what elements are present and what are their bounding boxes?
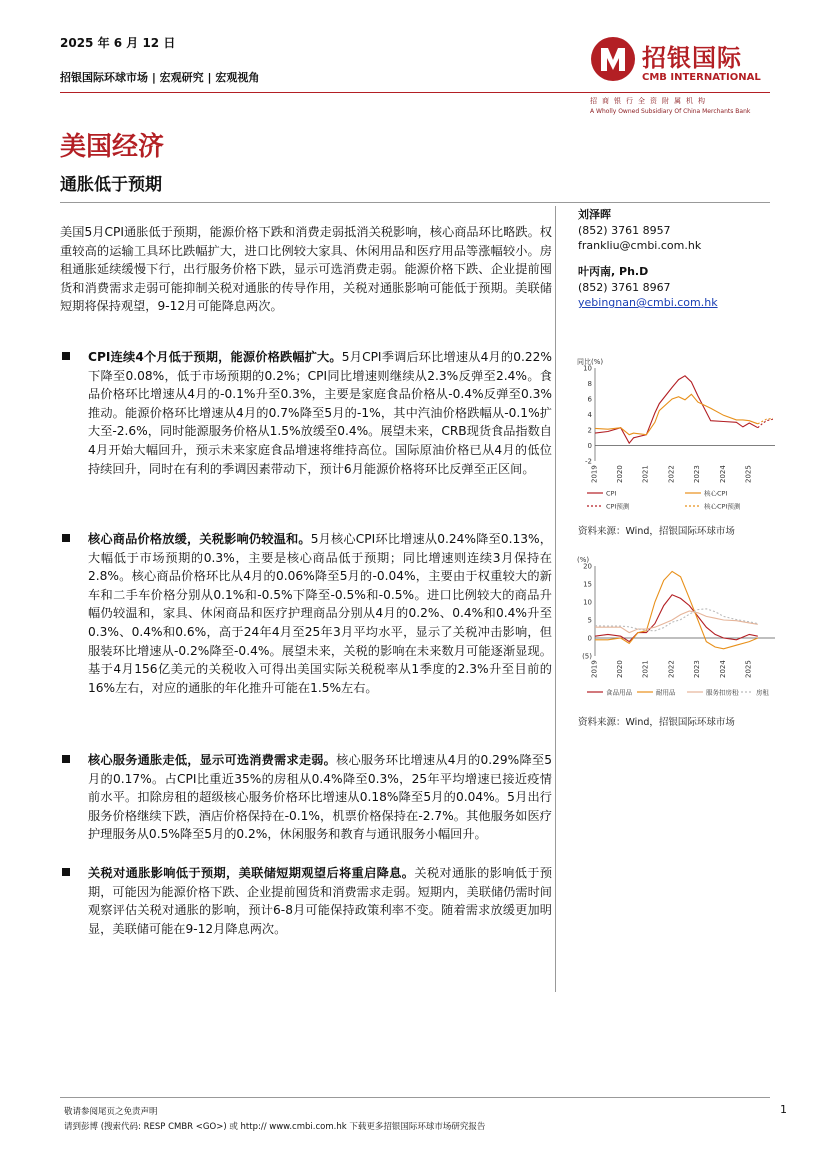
bullet-text: 5月CPI季调后环比增速从4月的0.22%下降至0.08%，低于市场预期的0.2%；CPI同比增速则继续从2.3%反弹至2.4%。食品价格环比增速从4月的-0.1%升至0.3%，主要是家庭食品价格从-0.4%反弹至0.3%推动。能源价格环比增速从4月的0.7%降至5月的-1%，其中汽油价格跌幅从-0.1%扩大至-2.6%，同时能源服务价格从1.5%放缓至0.4%。展望未来，CRB现货食品指数自4月开始大幅回升，预示未来家庭食品增速将维持高位。国际原油价格已从4月的低位持续回升，同时在有利的季调因素带动下，预计6月能源价格将环比反弹至正区间。: [88, 350, 552, 476]
bullet-square-icon: [62, 352, 70, 360]
legend-label: 耐用品: [656, 688, 676, 697]
bullet-heading: CPI连续4个月低于预期，能源价格跌幅扩大。: [88, 350, 342, 364]
bullet-heading: 核心服务通胀走低，显示可选消费需求走弱。: [88, 753, 337, 767]
analyst-block: [578, 264, 778, 311]
series-line: [595, 571, 758, 648]
cmbi-logo: [586, 34, 776, 118]
x-tick-label: 2020: [616, 465, 624, 483]
legend-label: CPI预测: [606, 502, 630, 511]
footer-reference: 请到彭博 (搜索代码: RESP CMBR <GO>) 或 http:// www.cmbi.com.hk 下载更多招银国际环球市场研究报告: [64, 1122, 486, 1132]
logo-subtitle-cn: 招商银行全资附属机构: [590, 97, 710, 105]
report-date: 2025 年 6 月 12 日: [60, 36, 176, 50]
y-tick-label: 5: [587, 616, 592, 625]
x-tick-label: 2019: [590, 465, 599, 483]
y-tick-label: 20: [583, 562, 592, 571]
logo-english-name: CMB INTERNATIONAL: [642, 72, 761, 83]
x-tick-label: 2022: [667, 465, 676, 483]
y-axis-label: (%): [577, 556, 590, 564]
chart-source: 资料来源：Wind，招银国际环球市场: [578, 526, 735, 537]
x-tick-label: 2025: [744, 660, 753, 678]
bullet-square-icon: [62, 534, 70, 542]
bullet-section: [60, 348, 552, 478]
x-tick-label: 2024: [718, 660, 727, 678]
logo-chinese-name: 招银国际: [642, 43, 742, 72]
legend-label: 服务扣房租: [706, 688, 739, 697]
y-tick-label: 8: [587, 380, 592, 388]
logo-subtitle-en: A Wholly Owned Subsidiary Of China Merchants Bank: [590, 108, 751, 115]
analyst-email-link[interactable]: yebingnan@cmbi.com.hk: [578, 296, 718, 309]
legend-label: CPI: [606, 489, 617, 498]
column-divider: [555, 206, 556, 992]
analyst-block: [578, 207, 778, 254]
bullet-heading: 关税对通胀影响低于预期，美联储短期观望后将重启降息。: [88, 866, 415, 880]
report-subtitle: 通胀低于预期: [60, 175, 162, 195]
analyst-phone: (852) 3761 8957: [578, 223, 671, 237]
chart-components-svg: [575, 552, 780, 704]
bullet-text: 核心服务环比增速从4月的0.29%降至5月的0.17%。占CPI比重近35%的房租从0.4%降至0.3%，25年平均增速已接近疫情前水平。扣除房租的超级核心服务价格环比增速从0.18%降至5月的0.04%。5月出行服务价格继续下跌，酒店价格保持在-0.1%，机票价格保持在-2.7%。其他服务如医疗护理服务从0.5%降至5月的0.2%，休闲服务和教育与通讯服务小幅回升。: [88, 753, 553, 842]
x-tick-label: 2024: [718, 465, 727, 483]
chart-components: [575, 552, 780, 704]
chart-cpi-svg: [575, 352, 780, 520]
legend-label: 核心CPI: [704, 489, 728, 498]
y-tick-label: 2: [587, 426, 592, 435]
series-line: [595, 595, 758, 642]
legend-label: 食品用品: [606, 688, 632, 697]
analyst-name: 叶丙南, Ph.D: [578, 265, 649, 278]
chart-source: 资料来源：Wind，招银国际环球市场: [578, 717, 735, 728]
bullet-section: [60, 751, 552, 844]
analyst-name: 刘泽晖: [578, 208, 611, 221]
y-tick-label: 15: [583, 580, 592, 589]
y-tick-label: 0: [587, 634, 592, 643]
x-tick-label: 2021: [641, 465, 650, 483]
x-tick-label: 2023: [693, 465, 702, 483]
report-category: 招银国际环球市场 | 宏观研究 | 宏观视角: [60, 71, 260, 84]
forecast-line: [758, 418, 773, 423]
footer-divider: [60, 1097, 770, 1098]
series-line: [595, 611, 758, 633]
footer-disclaimer[interactable]: 敬请参阅尾页之免责声明: [64, 1107, 158, 1117]
bullet-square-icon: [62, 755, 70, 763]
x-tick-label: 2020: [616, 660, 624, 678]
legend-label: 核心CPI预测: [704, 502, 741, 511]
analyst-email[interactable]: frankliu@cmbi.com.hk: [578, 239, 702, 252]
x-tick-label: 2023: [693, 660, 702, 678]
title-divider: [60, 202, 770, 203]
bullet-section: [60, 530, 552, 697]
y-axis-label: 同比(%): [577, 358, 604, 366]
forecast-line: [758, 419, 773, 428]
y-tick-label: 4: [587, 411, 592, 419]
x-tick-label: 2019: [590, 660, 599, 678]
y-tick-label: 10: [583, 364, 592, 373]
bullet-section: [60, 864, 552, 938]
analyst-phone: (852) 3761 8967: [578, 280, 671, 294]
y-tick-label: 6: [587, 395, 592, 404]
series-line: [595, 376, 758, 443]
chart-cpi: [575, 352, 780, 520]
intro-paragraph: 美国5月CPI通胀低于预期，能源价格下跌和消费走弱抵消关税影响，核心商品环比略跌。权重较高的运输工具环比跌幅扩大，进口比例较大家具、休闲用品和医疗用品等涨幅较小。房租通胀延续缓慢下行，出行服务价格下跌，显示可选消费走弱。能源价格下跌、企业提前囤货和消费需求走弱可能抑制关税对通胀的传导作用，关税对通胀影响可能低于预期。美联储短期将保持观望，9-12月可能降息两次。: [60, 225, 552, 314]
bullet-text: 5月核心CPI环比增速从0.24%降至0.13%，大幅低于市场预期的0.3%，主要是核心商品低于预期；同比增速则连续3月保持在2.8%。核心商品价格环比从4月的0.06%降至5月的-0.04%，主要由于权重较大的新车和二手车价格分别从0.1%和-0.5%下降至-0.5%和-0.5%。进口比例较大的商品升幅仍较温和，家具、休闲商品和医疗护理商品分别从4月的0.2%、0.4%和0.4%升至0.3%、0.4%和0.6%，高于24年4月至25年3月平均水平，显示了关税冲击影响，但服装环比增速从-0.2%降至-0.4%。展望未来，关税的影响在未来数月可能逐渐显现。基于4月156亿美元的关税收入可得出美国实际关税税率从1季度的2.3%升至目前的16%左右，对应的通胀的年化推升可能在1.5%左右。: [88, 532, 552, 695]
x-tick-label: 2022: [667, 660, 676, 678]
logo-mark-icon: [588, 34, 638, 88]
y-tick-label: -2: [585, 457, 592, 466]
legend-label: 房租: [756, 688, 769, 697]
report-title: 美国经济: [60, 132, 165, 162]
x-tick-label: 2025: [744, 465, 753, 483]
bullet-text: 关税对通胀的影响低于预期，可能因为能源价格下跌、企业提前囤货和消费需求走弱。短期内，美联储仍需时间观察评估关税对通胀的影响，预计6-8月可能保持政策利率不变。随着需求放缓更加明显，美联储可能在9-12月降息两次。: [88, 866, 553, 936]
bullet-heading: 核心商品价格放缓，关税影响仍较温和。: [88, 532, 311, 546]
bullet-square-icon: [62, 868, 70, 876]
y-tick-label: 0: [587, 442, 592, 450]
y-tick-label: (5): [582, 652, 592, 661]
page-number: 1: [780, 1103, 787, 1116]
x-tick-label: 2021: [641, 660, 650, 678]
y-tick-label: 10: [583, 598, 592, 607]
